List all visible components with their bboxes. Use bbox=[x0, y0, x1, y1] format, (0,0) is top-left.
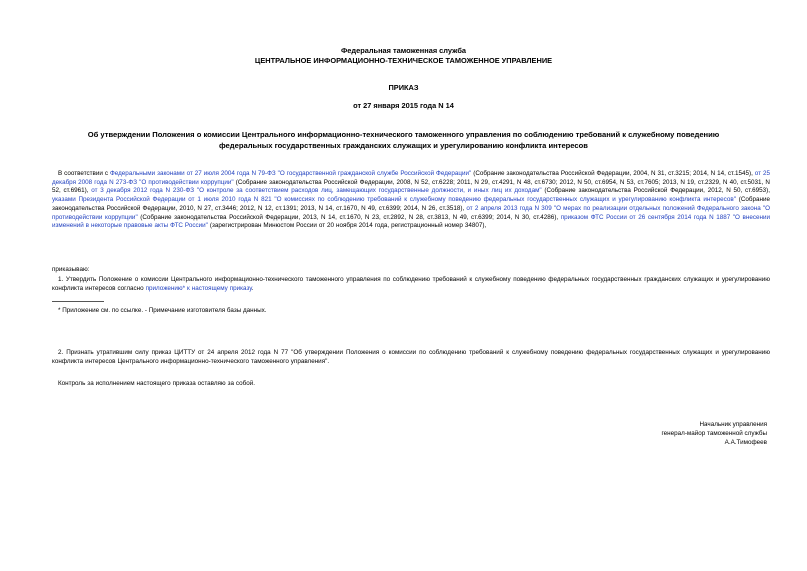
order-item-1 bbox=[52, 276, 770, 293]
signature-position: Начальник управления bbox=[699, 421, 767, 428]
preamble-text: (Собрание законодательства Российской Федерации, 2008, N 52, ст.6228; 2011, N 29, ст.4291, N 48, ст.6730; 2012, N 50, ст.6954, N 53, ст.7605; 2013, N 19, ст.2329, N 40, ст.5031, N 52, ст.6961), bbox=[52, 178, 770, 195]
control-clause: Контроль за исполнением настоящего приказа оставляю за собой. bbox=[58, 380, 256, 387]
signature-rank: генерал-майор таможенной службы bbox=[661, 430, 767, 437]
link-law-79fz[interactable]: Федеральными законами от 27 июля 2004 года N 79-ФЗ "О государственной гражданской службе Российской Федерации" bbox=[109, 170, 472, 177]
department-name: ЦЕНТРАЛЬНОЕ ИНФОРМАЦИОННО-ТЕХНИЧЕСКОЕ ТАМОЖЕННОЕ УПРАВЛЕНИЕ bbox=[254, 56, 553, 65]
preamble-text: (Собрание законодательства Российской Федерации, 2010, N 27, ст.3446; 2012, N 12, ст.1391; 2013, N 14, ст.1670, N 49, ст.6399; 2014, N 26, ст.3518), bbox=[52, 196, 770, 212]
order-word: приказываю: bbox=[52, 266, 90, 273]
link-law-273fz[interactable]: от 25 декабря 2008 года N 273-ФЗ "О противодействии коррупции" bbox=[52, 170, 771, 186]
document-type: ПРИКАЗ bbox=[388, 83, 419, 92]
link-decree-821[interactable]: указами Президента Российской Федерации от 1 июля 2010 года N 821 "О комиссиях по соблюдению требований к служебному поведению федеральных государственных служащих и урегулированию конфликта интересов" bbox=[52, 196, 736, 204]
preamble-text: (Собрание законодательства Российской Федерации, 2013, N 14, ст.1670, N 23, ст.2892, N 28, ст.3813, N 49, ст.6399; 2014, N 30, ст.4286), bbox=[137, 213, 561, 221]
agency-name: Федеральная таможенная служба bbox=[340, 46, 467, 55]
link-order-1887[interactable]: приказом ФТС России от 26 сентября 2014 года N 1887 "О внесении изменений в некоторые правовые акты ФТС России" bbox=[52, 213, 770, 230]
link-decree-309[interactable]: от 2 апреля 2013 года N 309 "О мерах по реализации отдельных положений Федерального закона "О противодействии коррупции" bbox=[52, 204, 771, 221]
footnote-divider bbox=[52, 301, 104, 302]
preamble-text: В соответствии с bbox=[58, 170, 110, 177]
preamble-text: (Собрание законодательства Российской Федерации, 2012, N 50, ст.6953), bbox=[541, 187, 770, 195]
signature-name: А.А.Тимофеев bbox=[724, 439, 767, 446]
document-title: Об утверждении Положения о комиссии Центрального информационно-технического таможенного управления по соблюдению требований к служебному поведению федеральных государственных гражданских служащих и урегулированию конфликта интересов bbox=[87, 130, 720, 150]
link-law-230fz[interactable]: от 3 декабря 2012 года N 230-ФЗ "О контроле за соответствием расходов лиц, замещающих государственные должности, и иных лиц их доходам" bbox=[91, 187, 542, 195]
document-date-number: от 27 января 2015 года N 14 bbox=[353, 101, 454, 110]
order-item-2: 2. Признать утратившим силу приказ ЦИТТУ от 24 апреля 2012 года N 77 "Об утверждении Положения о комиссии по соблюдению требований к служебному поведению федеральных государственных служащих и урегулированию конфликта интересов Центрального информационно-технического таможенного управления". bbox=[52, 349, 770, 365]
preamble-paragraph bbox=[52, 170, 770, 231]
footnote: * Приложение см. по ссылке. - Примечание изготовителя базы данных. bbox=[58, 307, 267, 314]
link-appendix[interactable]: приложению* к настоящему приказу bbox=[145, 284, 252, 292]
item1-text: 1. Утвердить Положение о комиссии Центрального информационно-технического таможенного управления по соблюдению требований к служебному поведению федеральных государственных гражданских служащих и урегулированию конфликта интересов согласно bbox=[52, 276, 770, 292]
preamble-text: (зарегистрирован Минюстом России от 20 ноября 2014 года, регистрационный номер 34807), bbox=[207, 222, 487, 230]
item1-end: . bbox=[251, 284, 254, 292]
preamble-text: (Собрание законодательства Российской Федерации, 2004, N 31, ст.3215; 2014, N 14, ст.1545), bbox=[471, 170, 755, 177]
